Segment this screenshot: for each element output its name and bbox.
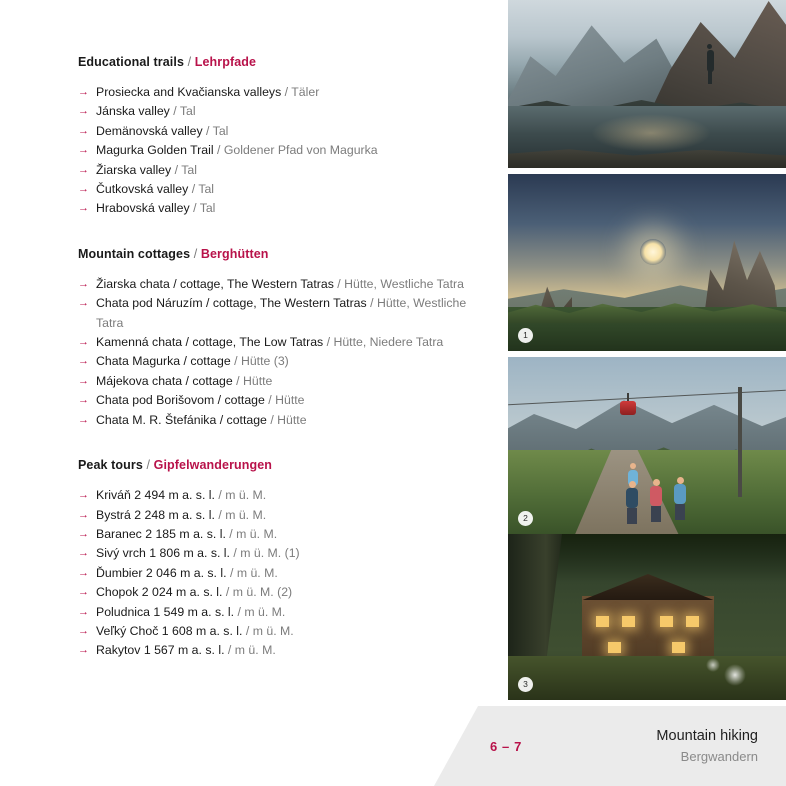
arrow-icon: → <box>78 527 89 540</box>
list-item-de: Hütte <box>275 393 305 408</box>
list-item-en: Baranec 2 185 m a. s. l. <box>96 526 226 541</box>
section-heading <box>78 458 478 472</box>
list-item-de: Tal <box>199 201 216 216</box>
photo-sunrise-over-rocky-ridge <box>508 174 786 351</box>
arrow-icon: → <box>78 374 89 387</box>
legs <box>675 504 685 520</box>
list-item-en: Čutkovská valley <box>96 182 189 197</box>
list-item-de: Hütte (3) <box>240 354 289 369</box>
section-heading-de: Gipfelwanderungen <box>153 458 273 473</box>
list-item <box>78 161 478 180</box>
list-item-en: Kamenná chata / cottage, The Low Tatras <box>96 335 324 350</box>
list-item-en: Demänovská valley <box>96 123 203 138</box>
list-item <box>78 333 478 352</box>
photo-badge: 3 <box>518 677 533 692</box>
list-item-en: Ďumbier 2 046 m a. s. l. <box>96 565 227 580</box>
arrow-icon: → <box>78 144 89 157</box>
list-item-de: m ü. M. <box>234 643 276 658</box>
photo-wooden-mountain-cottage-at-dusk <box>508 534 786 700</box>
lit-window <box>622 616 635 627</box>
arrow-icon: → <box>78 105 89 118</box>
list-item-en: Rakytov 1 567 m a. s. l. <box>96 643 225 658</box>
arrow-icon: → <box>78 586 89 599</box>
torso <box>674 484 686 504</box>
list-item-en: Hrabovská valley <box>96 201 190 216</box>
list-item-separator: / <box>225 585 230 600</box>
list-item <box>78 603 478 622</box>
arrow-icon: → <box>78 489 89 502</box>
arrow-icon: → <box>78 202 89 215</box>
list-item-en: Bystrá 2 248 m a. s. l. <box>96 507 215 522</box>
section-educational-trails <box>78 55 478 219</box>
arrow-icon: → <box>78 183 89 196</box>
list-item-en: Prosiecka and Kvačianska valleys <box>96 85 282 99</box>
list-item-de: Hütte, Westliche Tatra <box>344 276 464 291</box>
arrow-icon: → <box>78 605 89 618</box>
hiker-adult-right <box>674 477 686 520</box>
list-item-separator: / <box>233 546 237 561</box>
sun <box>640 239 666 265</box>
torso <box>650 486 662 506</box>
legs <box>651 506 661 522</box>
list-item-separator: / <box>284 85 289 99</box>
lit-window <box>672 642 685 653</box>
list-item <box>78 199 478 218</box>
arrow-icon: → <box>78 336 89 349</box>
list-item-de: m ü. M. <box>225 488 267 503</box>
list-item <box>78 544 478 563</box>
list-item-separator: / <box>229 565 234 580</box>
list-item-separator: / <box>268 393 272 408</box>
list-item-de: m ü. M. (2) <box>232 585 293 600</box>
list-item <box>78 622 478 641</box>
footer-bar <box>434 706 786 786</box>
list-item-en: Magurka Golden Trail <box>96 143 214 158</box>
list-item-de: m ü. M. <box>225 507 267 522</box>
head <box>629 481 636 488</box>
gondola-cabin <box>620 401 636 415</box>
list-item-separator: / <box>227 643 232 658</box>
arrow-icon: → <box>78 413 89 426</box>
photo-badge: 1 <box>518 328 533 343</box>
list-item <box>78 372 478 391</box>
lit-window <box>608 642 621 653</box>
list-item-en: Žiarska chata / cottage, The Western Tatras <box>96 276 334 291</box>
list-item <box>78 275 478 294</box>
arrow-icon: → <box>78 547 89 560</box>
list-item-de: Hütte, Westliche Tatra <box>96 296 467 330</box>
list-item <box>78 411 478 430</box>
hiker-head <box>707 44 712 49</box>
list-item-en: Chata M. R. Štefánika / cottage <box>96 412 267 427</box>
list-item-separator: / <box>218 488 222 503</box>
list-item-en: Chopok 2 024 m a. s. l. <box>96 585 223 600</box>
section-heading <box>78 55 478 69</box>
peak-list <box>78 486 478 661</box>
list-item-de: m ü. M. <box>236 565 278 580</box>
hiker-adult-left <box>626 481 638 524</box>
list-item <box>78 525 478 544</box>
arrow-icon: → <box>78 644 89 657</box>
lit-window <box>686 616 699 627</box>
lit-window <box>596 616 609 627</box>
arrow-icon: → <box>78 566 89 579</box>
section-heading-en: Mountain cottages <box>78 246 191 261</box>
photo-column <box>508 0 786 700</box>
list-item-en: Chata pod Náruzím / cottage, The Western Tatras <box>96 296 367 311</box>
list-item-de: m ü. M. (1) <box>240 546 300 561</box>
list-item <box>78 564 478 583</box>
arrow-icon: → <box>78 394 89 407</box>
list-item-separator: / <box>237 604 241 619</box>
photo-badge: 2 <box>518 511 533 526</box>
section-heading-de: Berghütten <box>200 246 269 261</box>
list-item-en: Chata Magurka / cottage <box>96 354 231 369</box>
list-item <box>78 583 478 602</box>
list-item <box>78 141 478 160</box>
footer-title-de: Bergwandern <box>680 749 758 764</box>
hiker-legs <box>708 70 712 84</box>
list-item-de: m ü. M. <box>244 604 286 619</box>
cottage-list <box>78 275 478 430</box>
list-item-de: Tal <box>181 162 197 177</box>
arrow-icon: → <box>78 355 89 368</box>
list-item <box>78 102 478 121</box>
list-item <box>78 180 478 199</box>
list-item-de: Goldener Pfad von Magurka <box>223 143 378 158</box>
dandelion-seedhead <box>724 664 746 686</box>
list-item <box>78 641 478 660</box>
list-item-de: m ü. M. <box>236 526 278 541</box>
list-item-en: Žiarska valley <box>96 162 172 177</box>
list-item <box>78 83 478 102</box>
arrow-icon: → <box>78 86 89 98</box>
list-item <box>78 122 478 141</box>
head <box>653 479 660 486</box>
hiker-adult-middle <box>650 479 662 522</box>
arrow-icon: → <box>78 163 89 176</box>
list-item-separator: / <box>370 296 374 311</box>
page-number: 6 – 7 <box>490 739 522 754</box>
list-item-de: Hütte, Niedere Tatra <box>333 335 444 350</box>
list-item-de: Tal <box>198 182 215 197</box>
list-item-en: Jánska valley <box>96 104 170 119</box>
arrow-icon: → <box>78 124 89 137</box>
list-item-separator: / <box>218 507 222 522</box>
list-item-en: Veľký Choč 1 608 m a. s. l. <box>96 623 243 638</box>
section-heading-separator: / <box>193 246 198 261</box>
section-heading <box>78 247 478 261</box>
list-item-de: Täler <box>291 85 320 99</box>
list-item-separator: / <box>337 276 341 291</box>
section-heading-separator: / <box>187 55 192 69</box>
list-item-de: Hütte <box>242 373 273 388</box>
dandelion-seedhead <box>706 658 720 672</box>
legs <box>627 508 637 524</box>
list-item-separator: / <box>245 623 250 638</box>
list-item-de: m ü. M. <box>252 623 294 638</box>
list-item <box>78 391 478 410</box>
list-item-separator: / <box>234 354 238 369</box>
gondola-pylon <box>738 387 742 497</box>
section-peak-tours <box>78 458 478 661</box>
hiker-body <box>707 50 714 72</box>
list-item-de: Hütte <box>277 412 307 427</box>
list-item-separator: / <box>206 123 210 138</box>
list-item-separator: / <box>193 201 197 216</box>
photo-family-hiking-near-gondola <box>508 357 786 534</box>
text-column <box>78 55 478 661</box>
list-item-en: Poludnica 1 549 m a. s. l. <box>96 604 235 619</box>
list-item-de: Tal <box>179 104 196 119</box>
torso <box>626 488 638 508</box>
section-heading-en: Educational trails <box>78 55 184 69</box>
list-item-separator: / <box>236 373 240 388</box>
section-mountain-cottages <box>78 247 478 430</box>
photo-hiker-at-mountain-lake <box>508 0 786 168</box>
footer-title-en: Mountain hiking <box>656 728 758 744</box>
list-item-separator: / <box>326 335 331 350</box>
trail-list <box>78 83 478 219</box>
section-heading-en: Peak tours <box>78 458 143 473</box>
list-item-en: Kriváň 2 494 m a. s. l. <box>96 488 215 503</box>
list-item-separator: / <box>229 526 233 541</box>
arrow-icon: → <box>78 624 89 637</box>
arrow-icon: → <box>78 297 89 310</box>
list-item-separator: / <box>216 143 221 158</box>
list-item <box>78 352 478 371</box>
list-item-en: Májekova chata / cottage <box>96 373 233 388</box>
arrow-icon: → <box>78 277 89 290</box>
list-item-en: Sivý vrch 1 806 m a. s. l. <box>96 546 230 561</box>
water-reflection <box>591 114 711 152</box>
list-item <box>78 294 478 333</box>
list-item-de: Tal <box>212 123 229 138</box>
list-item-separator: / <box>173 104 177 119</box>
list-item-separator: / <box>191 182 196 197</box>
section-heading-separator: / <box>146 458 151 473</box>
section-heading-de: Lehrpfade <box>194 55 257 69</box>
list-item <box>78 506 478 525</box>
list-item-separator: / <box>270 412 274 427</box>
head <box>677 477 684 484</box>
arrow-icon: → <box>78 508 89 521</box>
list-item-separator: / <box>174 162 179 177</box>
list-item-en: Chata pod Borišovom / cottage <box>96 393 265 408</box>
lit-window <box>660 616 673 627</box>
list-item <box>78 486 478 505</box>
